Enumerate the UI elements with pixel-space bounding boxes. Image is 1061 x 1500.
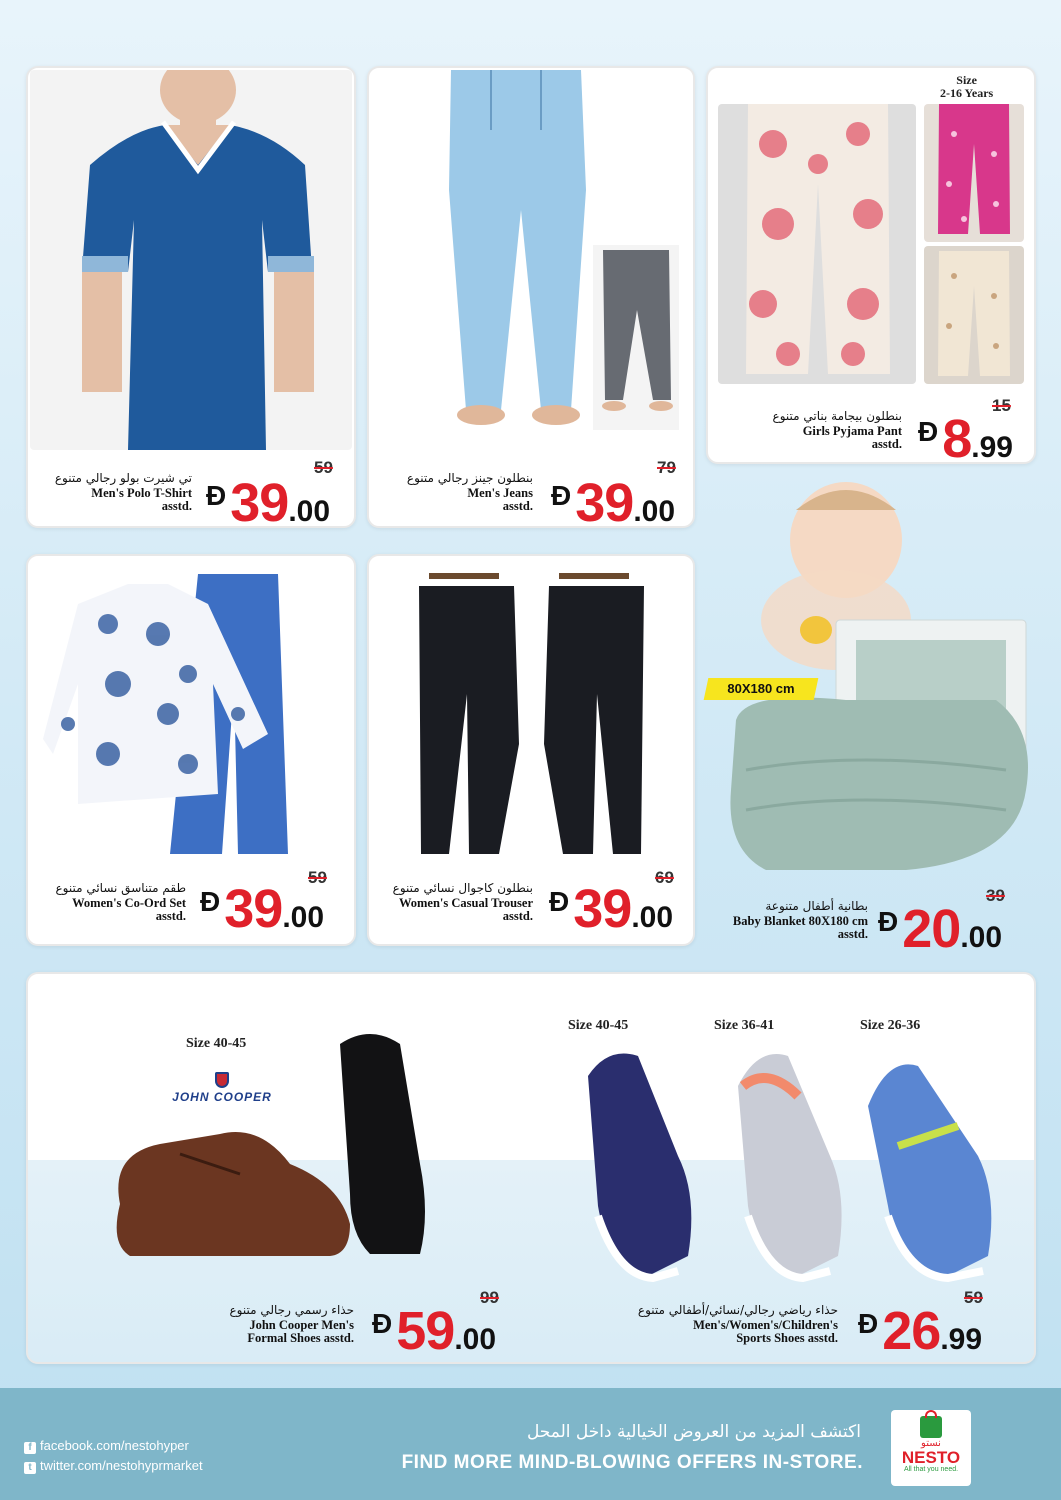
sale-price: Đ39.00	[206, 473, 331, 528]
old-price: 39	[986, 886, 1005, 905]
product-description: بطانية أطفال متنوعة Baby Blanket 80X180 cm asstd.	[732, 899, 868, 941]
sale-price: Đ39.00	[200, 879, 325, 939]
old-price-formal: 99	[480, 1288, 499, 1307]
pyjama-pink-image	[924, 104, 1024, 242]
old-price: 15	[992, 396, 1011, 415]
coord-set-image	[38, 564, 348, 864]
john-cooper-logo: JOHN COOPER	[162, 1072, 282, 1104]
facebook-icon: f	[24, 1442, 36, 1454]
sports-shoes-image	[568, 1046, 1008, 1286]
size-label-children: Size 26-36	[860, 1018, 921, 1033]
dirham-icon: Đ	[918, 416, 939, 447]
old-price: 59	[314, 458, 333, 477]
product-card-jeans[interactable]	[367, 66, 695, 528]
tagline-arabic: اكتشف المزيد من العروض الخيالية داخل المحل	[526, 1422, 861, 1442]
casual-trouser-image	[379, 564, 687, 864]
product-card-pyjama[interactable]	[706, 66, 1036, 464]
old-price-sports: 59	[964, 1288, 983, 1307]
product-description: تي شيرت بولو رجالي متنوع Men's Polo T-Shirt asstd.	[54, 471, 192, 513]
size-badge: 80X180 cm	[704, 678, 819, 700]
facebook-link[interactable]: f facebook.com/nestohyper	[24, 1438, 189, 1454]
product-description: بنطلون كاجوال نسائي متنوع Women's Casual Trouser asstd.	[392, 881, 533, 923]
shoes-panel	[26, 972, 1036, 1364]
product-card-casual-trouser[interactable]	[367, 554, 695, 946]
product-card-coord-set[interactable]	[26, 554, 356, 946]
dirham-icon: Đ	[858, 1308, 879, 1339]
footer	[0, 1388, 1061, 1500]
tagline-english: FIND MORE MIND-BLOWING OFFERS IN-STORE.	[401, 1452, 863, 1473]
formal-shoes-image	[100, 1024, 480, 1264]
product-description: بنطلون جينز رجالي متنوع Men's Jeans asstd.	[406, 471, 533, 513]
size-label-formal: Size 40-45	[186, 1036, 247, 1051]
product-description: طقم متناسق نسائي متنوع Women's Co-Ord Set asstd.	[55, 881, 186, 923]
sale-price: Đ20.00	[878, 899, 1003, 959]
formal-description: حذاء رسمي رجالي متنوع John Cooper Men's Formal Shoes asstd.	[229, 1303, 354, 1345]
dirham-icon: Đ	[549, 886, 570, 917]
old-price: 69	[655, 868, 674, 887]
old-price: 79	[657, 458, 676, 477]
pyjama-beige-image	[924, 246, 1024, 384]
baby-blanket-image	[706, 470, 1046, 880]
sale-price-sports: Đ26.99	[858, 1301, 983, 1361]
old-price: 59	[308, 868, 327, 887]
pyjama-main-image	[718, 104, 916, 384]
dirham-icon: Đ	[878, 906, 899, 937]
dirham-icon: Đ	[200, 886, 221, 917]
product-card-polo[interactable]	[26, 66, 356, 528]
nesto-logo: نستو NESTO All that you need.	[891, 1410, 971, 1486]
size-label: Size 2-16 Years	[940, 73, 994, 100]
dirham-icon: Đ	[372, 1308, 393, 1339]
polo-shirt-image	[30, 70, 352, 450]
dirham-icon: Đ	[551, 480, 572, 511]
jeans-image	[371, 70, 693, 450]
size-label-women: Size 36-41	[714, 1018, 775, 1033]
sale-price: Đ39.00	[549, 879, 674, 939]
sports-description: حذاء رياضي رجالي/نسائي/أطفالي متنوع Men's/Women's/Children's Sports Shoes asstd.	[637, 1303, 838, 1345]
sale-price-formal: Đ59.00	[372, 1301, 497, 1361]
product-description: بنطلون بيجامة بناتي متنوع Girls Pyjama Pant asstd.	[772, 409, 902, 451]
shopping-bag-icon	[920, 1416, 942, 1438]
size-label-men: Size 40-45	[568, 1018, 629, 1033]
twitter-link[interactable]: t twitter.com/nestohyprmarket	[24, 1458, 203, 1474]
product-baby-blanket[interactable]	[706, 470, 1046, 960]
dirham-icon: Đ	[206, 480, 227, 511]
twitter-icon: t	[24, 1462, 36, 1474]
sale-price: Đ39.00	[551, 473, 676, 528]
sale-price: Đ8.99	[918, 409, 1013, 464]
